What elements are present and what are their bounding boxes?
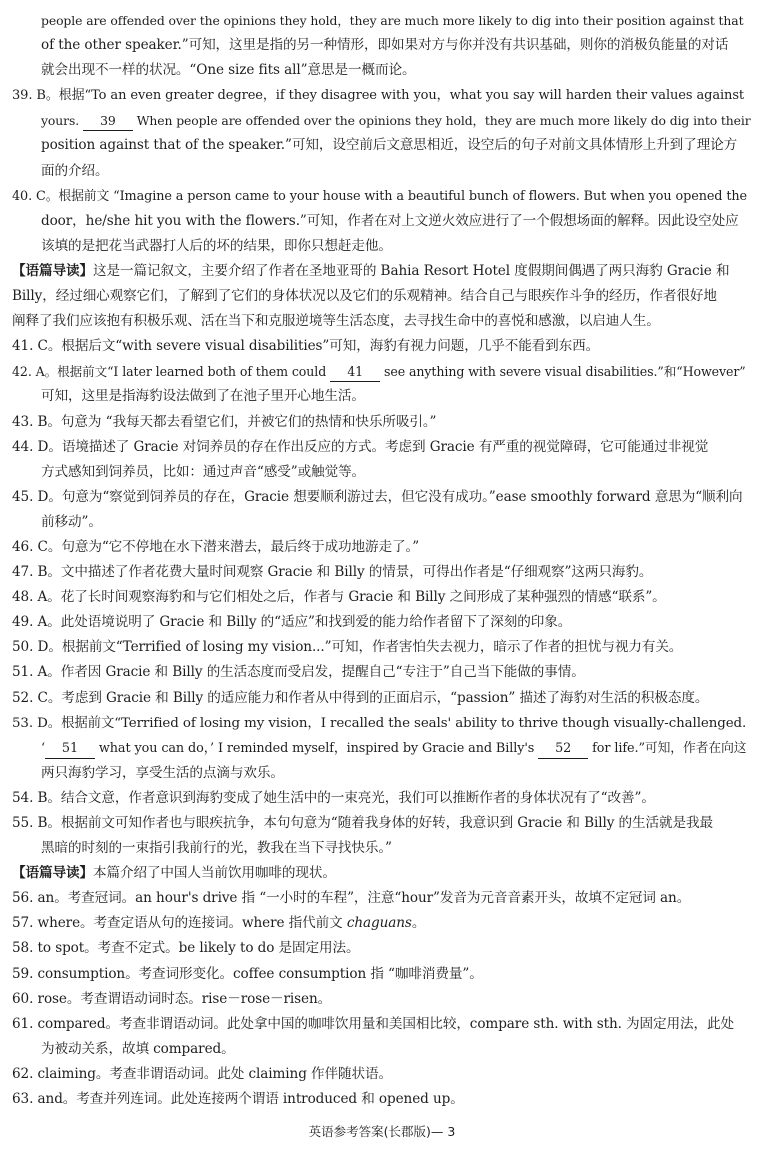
text-line bbox=[0, 836, 764, 861]
answer-item-line bbox=[0, 610, 764, 635]
answer-item-line bbox=[0, 535, 764, 560]
line-text: 40. C。根据前文 “Imagine a person came to your house with a beautiful bunch of flowers. But when you opened the bbox=[12, 188, 748, 204]
blank-number: 52 bbox=[538, 740, 588, 759]
line-text: see anything with severe visual disabilities.”和“However” bbox=[380, 364, 746, 380]
line-text: yours. bbox=[41, 113, 83, 129]
text-line bbox=[0, 384, 764, 409]
line-text: people are offended over the opinions they hold，they are much more likely to dig into their position against that bbox=[41, 13, 744, 28]
line-text: 59. consumption。考查词形变化。coffee consumption 指 “咖啡消费量”。 bbox=[12, 965, 483, 982]
answer-item-line bbox=[0, 686, 764, 711]
line-text: 黑暗的时刻的一束指引我前行的光，教我在当下寻找快乐。” bbox=[41, 840, 392, 857]
text-line bbox=[0, 133, 764, 158]
line-text: 可知，这里是指海豹设法做到了在池子里开心地生活。 bbox=[41, 388, 365, 405]
answer-item-line bbox=[0, 1062, 764, 1087]
text-line bbox=[0, 761, 764, 786]
italic-term: chaguans bbox=[346, 915, 412, 932]
text-line bbox=[0, 510, 764, 535]
guide-heading: 【语篇导读】 bbox=[12, 262, 93, 279]
text-line bbox=[0, 284, 764, 309]
line-text: 63. and。考查并列连词。此处连接两个谓语 introduced 和 opened up。 bbox=[12, 1091, 464, 1108]
text-line bbox=[0, 159, 764, 184]
answer-key-page bbox=[0, 8, 764, 1112]
line-text: 本篇介绍了中国人当前饮用咖啡的现状。 bbox=[92, 865, 336, 882]
answer-item-line bbox=[0, 811, 764, 836]
answer-item-line bbox=[0, 560, 764, 585]
line-text: 方式感知到饲养员，比如：通过声音“感受”或触觉等。 bbox=[41, 463, 366, 480]
text-line bbox=[0, 8, 764, 33]
answer-item-line bbox=[0, 334, 764, 359]
answer-item-line bbox=[0, 485, 764, 510]
answer-item-line bbox=[0, 410, 764, 435]
line-text: 54. B。结合文意，作者意识到海豹变成了她生活中的一束亮光，我们可以推断作者的身体状况有了“改善”。 bbox=[12, 789, 655, 806]
line-text: When people are offended over the opinions they hold，they are much more likely do dig into their bbox=[132, 113, 751, 129]
answer-item-line bbox=[0, 585, 764, 610]
page-footer: 英语参考答案(长郡版)— 3 bbox=[308, 1124, 456, 1139]
line-text: 53. D。根据前文“Terrified of losing my vision，I recalled the seals' ability to thrive though visually-challenged. bbox=[12, 715, 747, 731]
line-text: 50. D。根据前文“Terrified of losing my vision...”可知，作者害怕失去视力，暗示了作者的担忧与视力有关。 bbox=[12, 639, 683, 656]
text-line bbox=[0, 58, 764, 83]
line-text: for life.”可知，作者在向这 bbox=[588, 740, 747, 756]
answer-item-line bbox=[0, 936, 764, 961]
blank-number: 39 bbox=[83, 112, 133, 131]
text-line bbox=[0, 736, 764, 761]
line-text: 45. D。句意为“察觉到饲养员的存在，Gracie 想要顺利游过去，但它没有成功。”ease smoothly forward 意思为“顺利向 bbox=[12, 488, 743, 505]
line-text: 39. B。根据“To an even greater degree，if they disagree with you，what you say will harden their values against bbox=[12, 88, 745, 104]
line-text: 两只海豹学习，享受生活的点滴与欢乐。 bbox=[41, 764, 284, 781]
line-text: 51. A。作者因 Gracie 和 Billy 的生活态度而受启发，提醒自己“专注于”自己当下能做的事情。 bbox=[12, 664, 585, 681]
line-text: 41. C。根据后文“with severe visual disabilities”可知，海豹有视力问题，几乎不能看到东西。 bbox=[12, 338, 600, 355]
answer-item-line bbox=[0, 911, 764, 936]
line-text: 55. B。根据前文可知作者也与眼疾抗争，本句句意为“随着我身体的好转，我意识到 Gracie 和 Billy 的生活就是我最 bbox=[12, 815, 713, 831]
line-text: ‘ bbox=[41, 740, 45, 756]
line-text: 43. B。句意为 “我每天都去看望它们，并被它们的热情和快乐所吸引。” bbox=[12, 413, 437, 430]
line-text: 60. rose。考查谓语动词时态。rise－rose－risen。 bbox=[12, 990, 332, 1007]
line-text: 为被动关系，故填 compared。 bbox=[41, 1040, 235, 1057]
line-text: door，he/she hit you with the flowers.”可知，作者在对上文逆火效应进行了一个假想场面的解释。因此设空处应 bbox=[41, 212, 739, 229]
line-text: 。 bbox=[411, 915, 426, 932]
line-text: of the other speaker.”可知，这里是指的另一种情形，即如果对方与你并没有共识基础，则你的消极负能量的对话 bbox=[41, 37, 729, 54]
line-text: Billy，经过细心观察它们，了解到了它们的身体状况以及它们的乐观精神。结合自己与眼疾作斗争的经历，作者很好地 bbox=[12, 288, 717, 305]
line-text: 44. D。语境描述了 Gracie 对饲养员的存在作出反应的方式。考虑到 Gracie 有严重的视觉障碍，它可能通过非视觉 bbox=[12, 438, 709, 455]
line-text: 48. A。花了长时间观察海豹和与它们相处之后，作者与 Gracie 和 Billy 之间形成了某种强烈的情感“联系”。 bbox=[12, 589, 666, 606]
line-text: 前移动”。 bbox=[41, 513, 102, 530]
text-line bbox=[0, 108, 764, 133]
answer-item-line bbox=[0, 1012, 764, 1037]
line-text: 阐释了我们应该抱有积极乐观、活在当下和克服逆境等生活态度，去寻找生命中的喜悦和感激，以启迪人生。 bbox=[12, 313, 660, 330]
line-text: 52. C。考虑到 Gracie 和 Billy 的适应能力和作者从中得到的正面启示，“passion” 描述了海豹对生活的积极态度。 bbox=[12, 689, 709, 706]
line-text: 62. claiming。考查非谓语动词。此处 claiming 作伴随状语。 bbox=[12, 1065, 392, 1082]
answer-item-line bbox=[0, 359, 764, 384]
answer-item-line bbox=[0, 987, 764, 1012]
answer-item-line bbox=[0, 83, 764, 108]
line-text: 就会出现不一样的状况。“One size fits all”意思是一概而论。 bbox=[41, 62, 416, 79]
answer-item-line bbox=[0, 184, 764, 209]
blank-number: 51 bbox=[45, 740, 95, 759]
blank-number: 41 bbox=[330, 363, 380, 382]
text-line bbox=[0, 234, 764, 259]
passage-guide-line bbox=[0, 259, 764, 284]
line-text: 42. A。根据前文“I later learned both of them could bbox=[12, 364, 331, 380]
guide-heading: 【语篇导读】 bbox=[12, 865, 93, 882]
text-line bbox=[0, 1037, 764, 1062]
line-text: 面的介绍。 bbox=[41, 162, 109, 179]
line-text: what you can do，’ I reminded myself，inspired by Gracie and Billy's bbox=[94, 740, 539, 756]
text-line bbox=[0, 209, 764, 234]
line-text: 56. an。考查冠词。an hour's drive 指 “一小时的车程”，注意“hour”发音为元音音素开头，故填不定冠词 an。 bbox=[12, 890, 691, 907]
line-text: position against that of the speaker.”可知，设空前后文意思相近，设空后的句子对前文具体情形上升到了理论方 bbox=[41, 137, 738, 154]
line-text: 49. A。此处语境说明了 Gracie 和 Billy 的“适应”和找到爱的能力给作者留下了深刻的印象。 bbox=[12, 614, 572, 631]
line-text: 该填的是把花当武器打人后的坏的结果，即你只想赶走他。 bbox=[41, 237, 392, 254]
line-text: 61. compared。考查非谓语动词。此处拿中国的咖啡饮用量和美国相比较，compare sth. with sth. 为固定用法，此处 bbox=[12, 1015, 735, 1032]
text-line bbox=[0, 33, 764, 58]
answer-item-line bbox=[0, 962, 764, 987]
line-text: 46. C。句意为“它不停地在水下潜来潜去，最后终于成功地游走了。” bbox=[12, 538, 420, 555]
line-text: 47. B。文中描述了作者花费大量时间观察 Gracie 和 Billy 的情景，可得出作者是“仔细观察”这两只海豹。 bbox=[12, 564, 653, 581]
answer-item-line bbox=[0, 660, 764, 685]
line-text: 57. where。考查定语从句的连接词。where 指代前文 bbox=[12, 915, 347, 932]
text-line bbox=[0, 460, 764, 485]
answer-item-line bbox=[0, 635, 764, 660]
passage-guide-line bbox=[0, 861, 764, 886]
line-text: 这是一篇记叙文，主要介绍了作者在圣地亚哥的 Bahia Resort Hotel 度假期间偶遇了两只海豹 Gracie 和 bbox=[92, 262, 730, 279]
text-line bbox=[0, 309, 764, 334]
answer-item-line bbox=[0, 435, 764, 460]
answer-item-line bbox=[0, 786, 764, 811]
answer-item-line bbox=[0, 886, 764, 911]
answer-item-line bbox=[0, 1087, 764, 1112]
answer-item-line bbox=[0, 711, 764, 736]
line-text: 58. to spot。考查不定式。be likely to do 是固定用法。 bbox=[12, 940, 360, 957]
